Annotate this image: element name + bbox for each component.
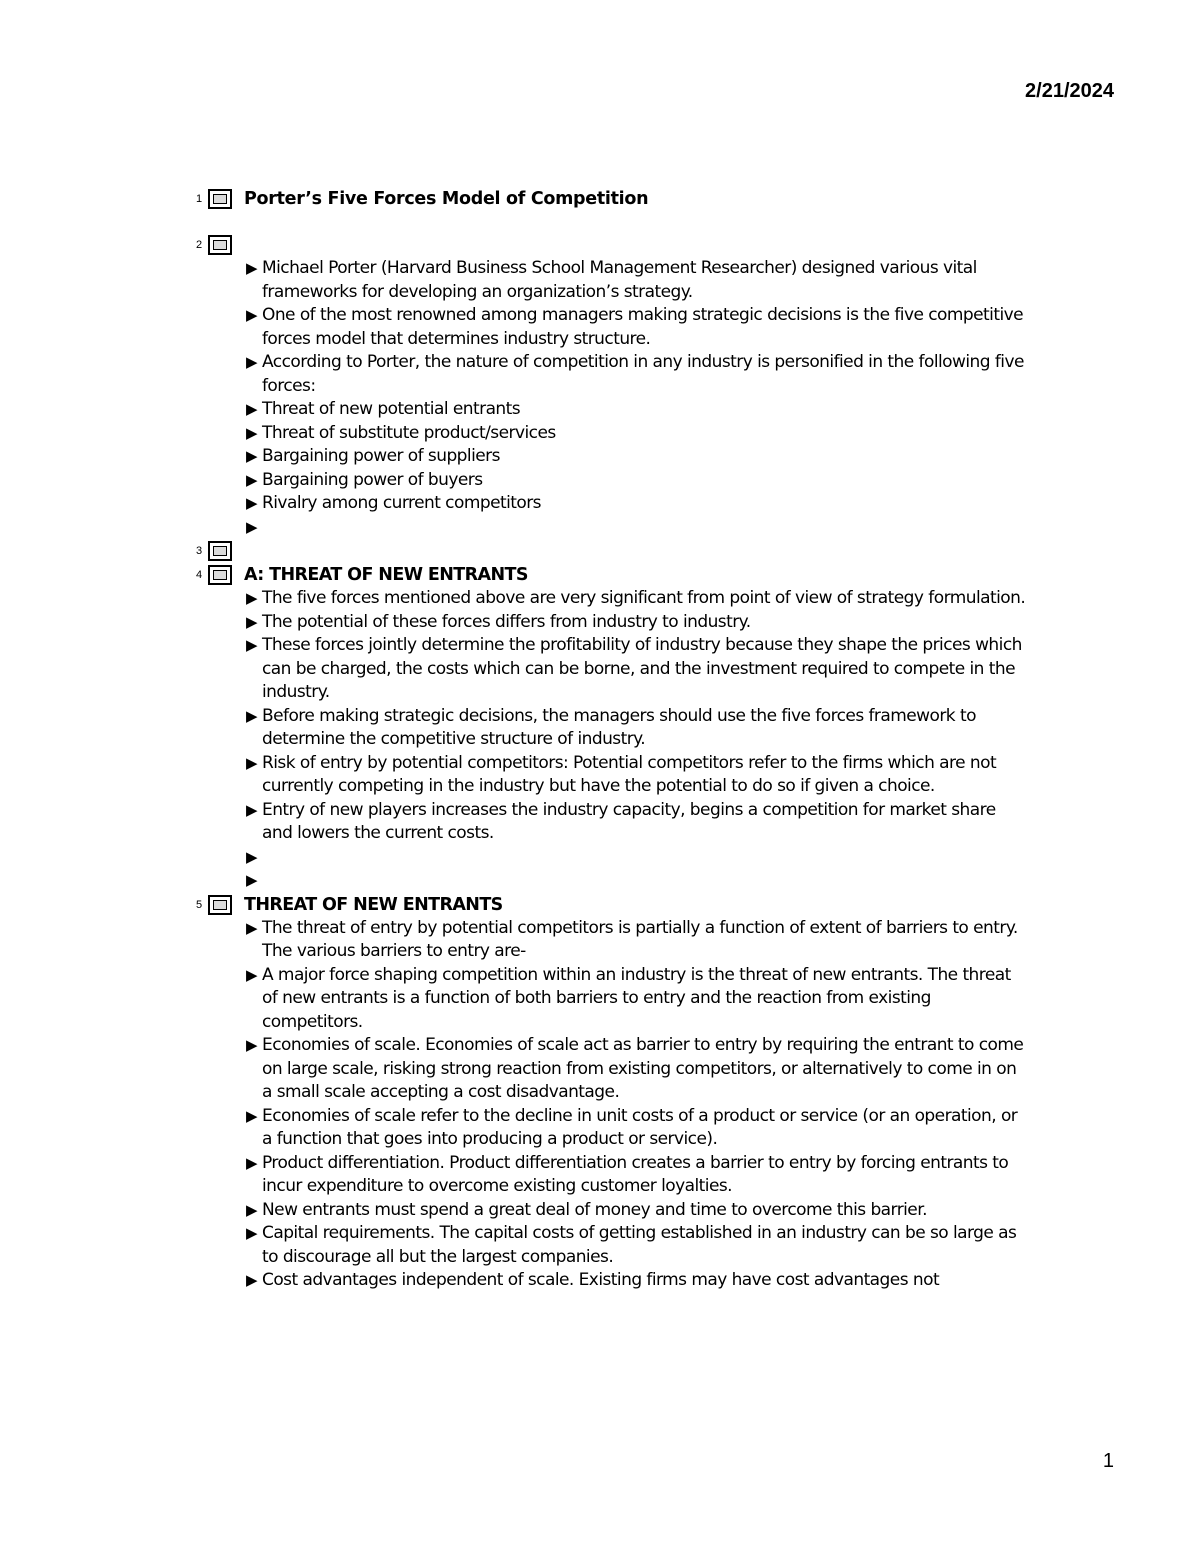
slide-thumbnail-icon [208, 895, 232, 915]
list-item: ▶ The potential of these forces differs from industry to industry. [246, 611, 1026, 635]
bullet-arrow-icon: ▶ [246, 470, 257, 489]
bullet-arrow-icon: ▶ [246, 589, 257, 607]
list-item: ▶ Economies of scale. Economies of scale act as barrier to entry by requiring the entrant to come on large scale, risking strong reaction from existing competitors, or alternatively to come in on a small scale accepting a cost disadvantage. [246, 1035, 1024, 1102]
bullet-arrow-icon: ▶ [246, 918, 257, 937]
bullet-arrow-icon: ▶ [246, 636, 257, 654]
bullet-list [196, 587, 1026, 893]
slide-header [196, 187, 1026, 211]
slide-number: 2 [196, 239, 203, 251]
bullet-arrow-icon: ▶ [246, 306, 257, 324]
list-item: ▶ Entry of new players increases the industry capacity, begins a competition for market share and lowers the current costs. [246, 799, 996, 843]
slide-thumbnail-icon [208, 189, 232, 209]
slide-entry-1 [196, 187, 1026, 211]
slide-number: 3 [196, 545, 203, 557]
list-item: ▶ Rivalry among current competitors [246, 492, 1026, 516]
bullet-arrow-icon: ▶ [246, 353, 257, 371]
list-item: ▶ Bargaining power of suppliers [246, 445, 1026, 469]
slide-thumbnail-icon [208, 541, 232, 561]
bullet-arrow-icon: ▶ [246, 965, 257, 984]
list-item: ▶ The threat of entry by potential competitors is partially a function of extent of barriers to entry. The various barriers to entry are- [246, 917, 1018, 961]
page-date: 2/21/2024 [1025, 80, 1114, 102]
bullet-arrow-icon: ▶ [246, 400, 257, 418]
slide-number: 5 [196, 898, 203, 911]
slide-entry-3 [196, 539, 1026, 563]
bullet-arrow-icon: ▶ [246, 1036, 257, 1054]
slide-title: THREAT OF NEW ENTRANTS [244, 894, 503, 915]
list-item: ▶ New entrants must spend a great deal of money and time to overcome this barrier. [246, 1199, 1026, 1223]
slide-number: 1 [196, 193, 203, 205]
bullet-arrow-icon: ▶ [246, 1224, 257, 1242]
bullet-arrow-icon: ▶ [246, 871, 257, 889]
list-item: ▶ The five forces mentioned above are very significant from point of view of strategy formulation. [246, 587, 1026, 611]
bullet-list [196, 917, 1026, 1293]
page-number: 1 [1102, 1450, 1114, 1472]
bullet-arrow-icon: ▶ [246, 800, 257, 819]
slide-header [196, 563, 1026, 587]
slide-entry-5 [196, 893, 1026, 1293]
list-item: ▶ One of the most renowned among managers making strategic decisions is the five competitive forces model that determines industry structure. [246, 305, 1024, 349]
bullet-arrow-icon: ▶ [246, 612, 257, 631]
bullet-arrow-icon: ▶ [246, 423, 257, 442]
list-item [246, 516, 1026, 540]
bullet-arrow-icon: ▶ [246, 494, 257, 512]
list-item: ▶ These forces jointly determine the profitability of industry because they shape the prices which can be charged, the costs which can be borne, and the investment required to compete in the industry. [246, 635, 1022, 702]
list-item: ▶ Capital requirements. The capital costs of getting established in an industry can be so large as to discourage all but the largest companies. [246, 1223, 1017, 1267]
list-item [246, 846, 1026, 870]
list-item: ▶ Economies of scale refer to the decline in unit costs of a product or service (or an operation, or a function that goes into producing a product or service). [246, 1105, 1018, 1149]
list-item: ▶ A major force shaping competition within an industry is the threat of new entrants. The threat of new entrants is a function of both barriers to entry and the reaction from existing competitors. [246, 964, 1011, 1032]
list-item: ▶ Michael Porter (Harvard Business School Management Researcher) designed various vital frameworks for developing an organization’s strategy. [246, 258, 977, 302]
slide-header [196, 539, 1026, 563]
bullet-arrow-icon: ▶ [246, 847, 257, 866]
slide-entry-4 [196, 563, 1026, 893]
bullet-arrow-icon: ▶ [246, 706, 257, 725]
list-item: ▶ Risk of entry by potential competitors: Potential competitors refer to the firms which are not currently competing in the industry but have the potential to do so if given a choice. [246, 752, 997, 796]
bullet-arrow-icon: ▶ [246, 1271, 257, 1289]
bullet-arrow-icon: ▶ [246, 517, 257, 536]
list-item: ▶ Cost advantages independent of scale. Existing firms may have cost advantages not [246, 1269, 1026, 1293]
slide-thumbnail-icon [208, 565, 232, 585]
bullet-arrow-icon: ▶ [246, 753, 257, 772]
slide-number: 4 [196, 569, 203, 581]
list-item: ▶ Product differentiation. Product differentiation creates a barrier to entry by forcing entrants to incur expenditure to overcome existing customer loyalties. [246, 1152, 1009, 1196]
slide-entry-2 [196, 233, 1026, 539]
list-item: ▶ Threat of new potential entrants [246, 398, 1026, 422]
bullet-arrow-icon: ▶ [246, 259, 257, 277]
slide-thumbnail-icon [208, 235, 232, 255]
bullet-arrow-icon: ▶ [246, 1200, 257, 1219]
list-item: ▶ Bargaining power of buyers [246, 469, 1026, 493]
slide-title: A: THREAT OF NEW ENTRANTS [244, 565, 528, 585]
slide-header [196, 893, 1026, 917]
slide-header [196, 233, 1026, 257]
list-item: ▶ According to Porter, the nature of competition in any industry is personified in the following five forces: [246, 352, 1024, 396]
bullet-arrow-icon: ▶ [246, 1153, 257, 1172]
bullet-arrow-icon: ▶ [246, 1106, 257, 1125]
list-item: ▶ Before making strategic decisions, the managers should use the five forces framework to determine the competitive structure of industry. [246, 705, 976, 749]
bullet-list [196, 257, 1026, 539]
bullet-arrow-icon: ▶ [246, 447, 257, 465]
slide-title: Porter’s Five Forces Model of Competition [244, 189, 649, 209]
list-item: ▶ Threat of substitute product/services [246, 422, 1026, 446]
list-item [246, 869, 1026, 893]
slide-notes-list [196, 187, 1026, 1293]
